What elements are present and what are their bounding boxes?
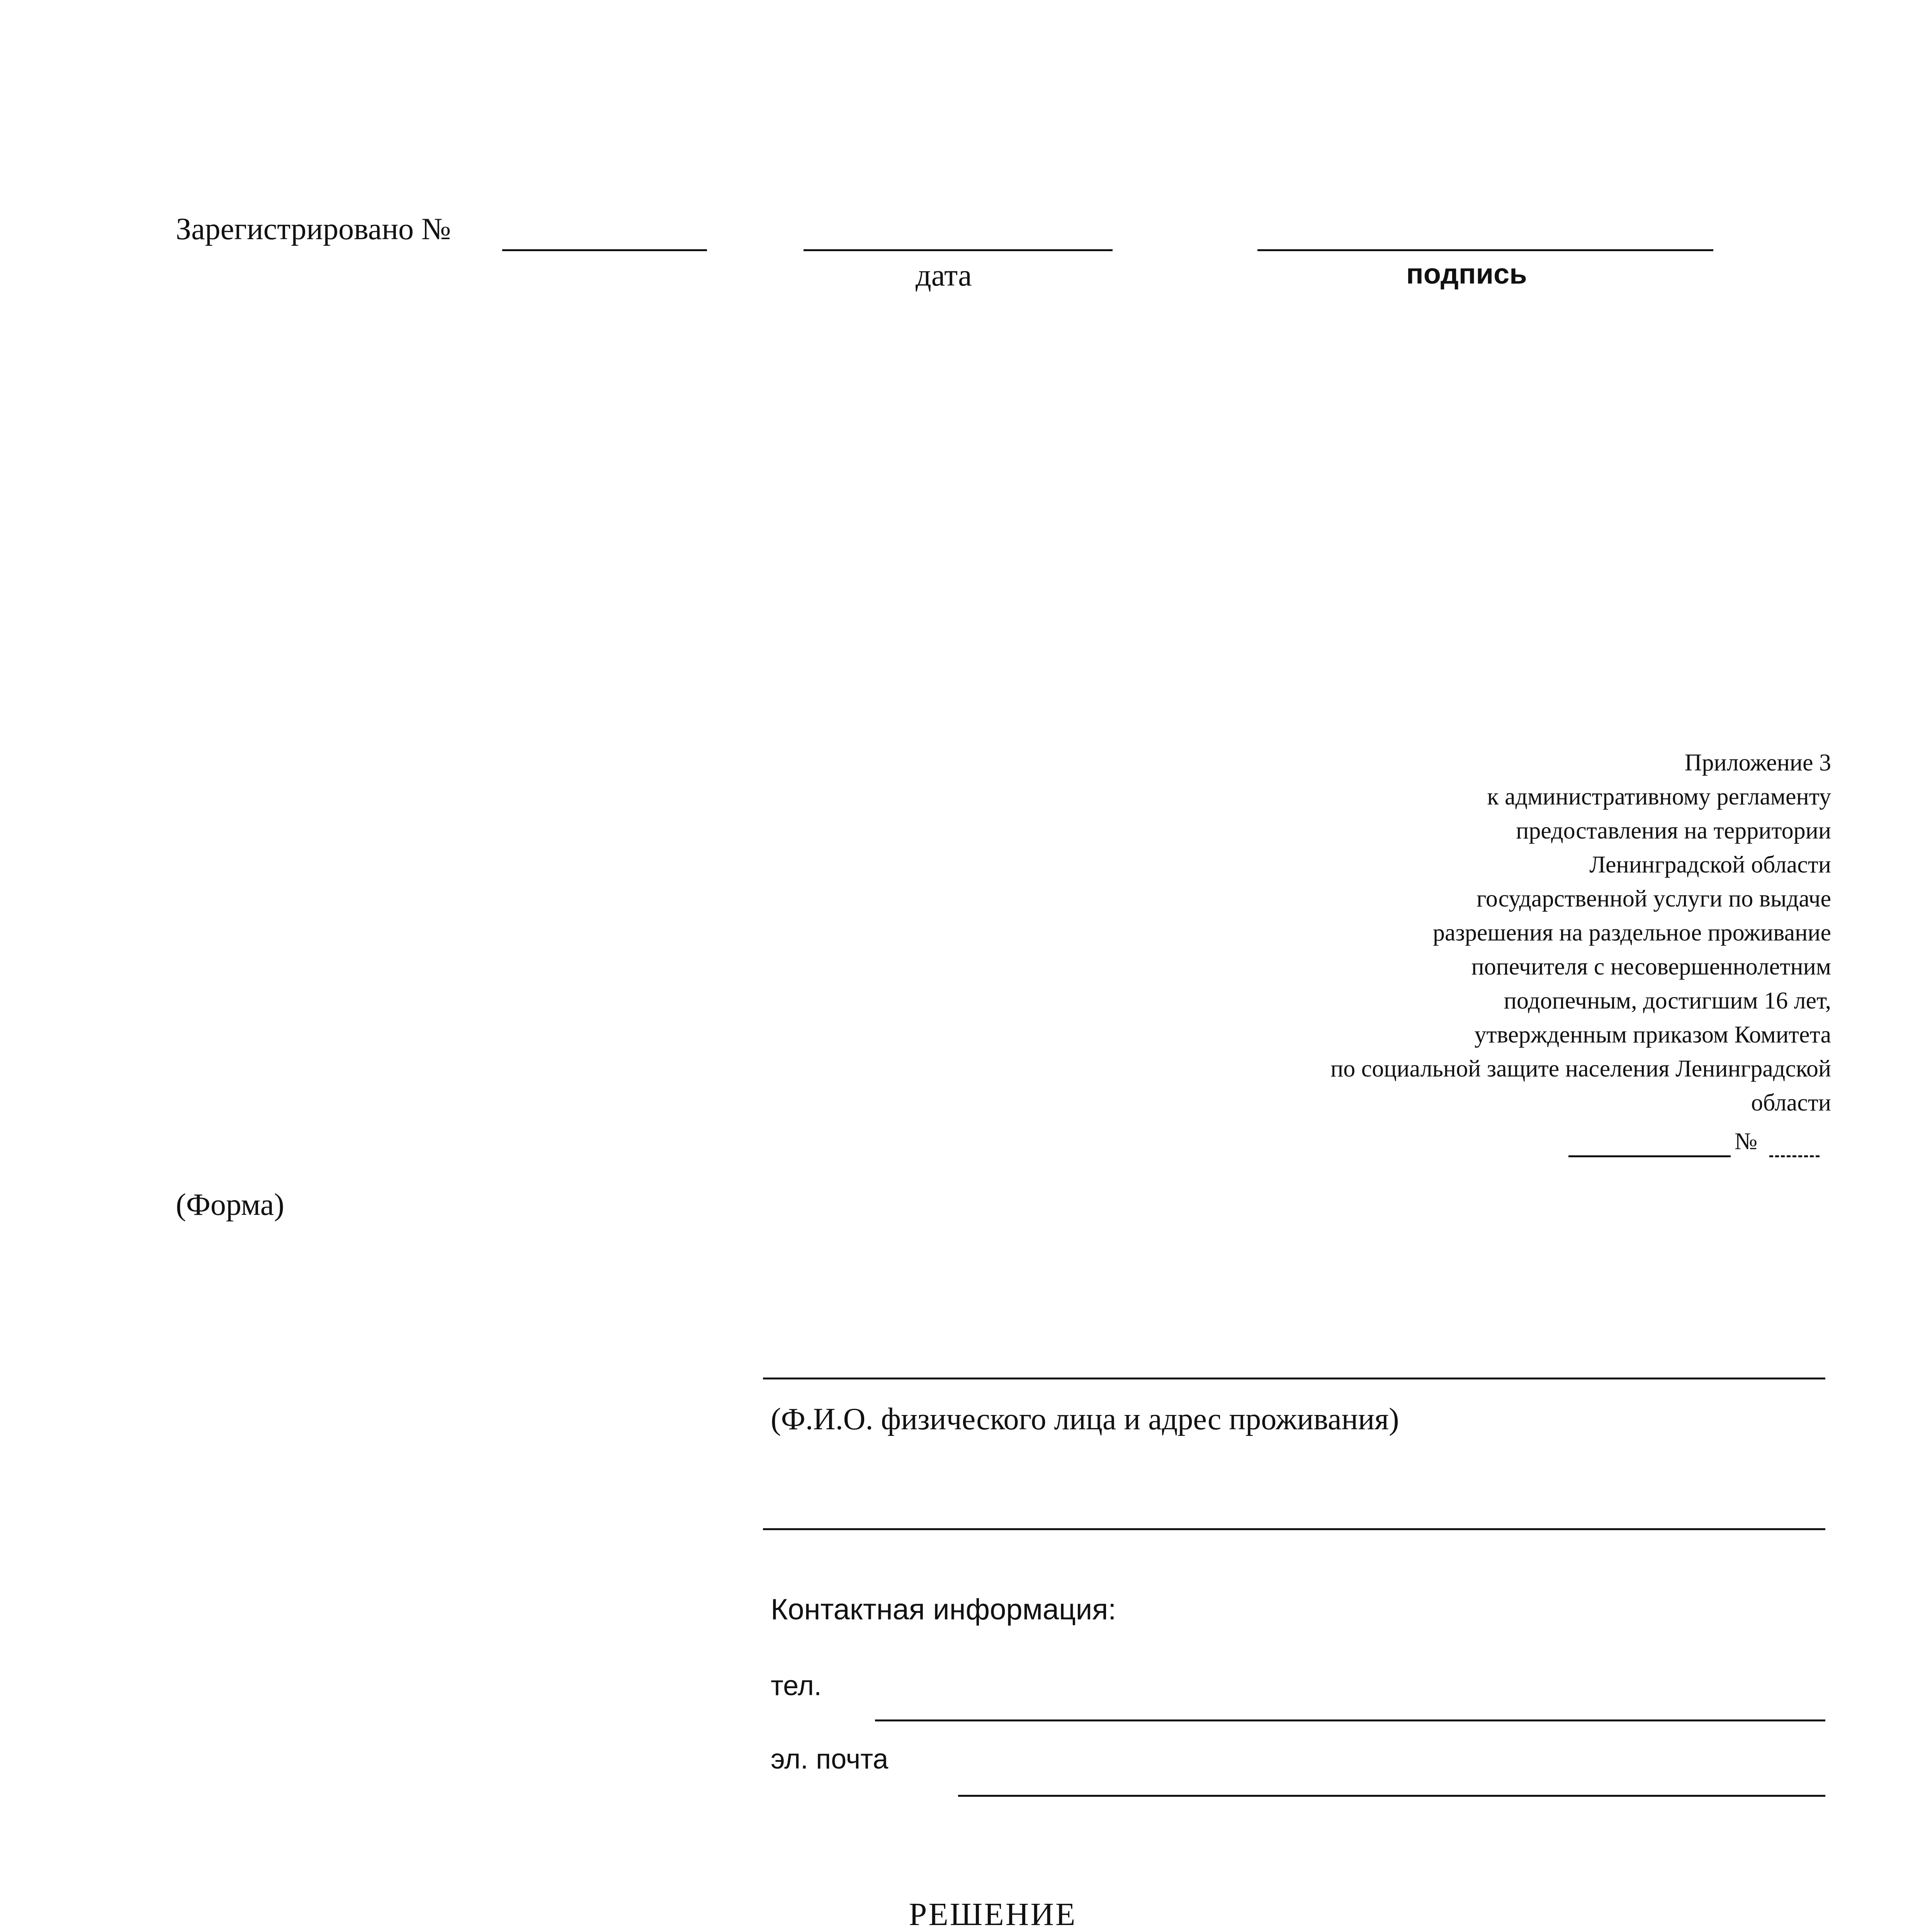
name-address-caption: (Ф.И.О. физического лица и адрес проживания) <box>771 1402 1399 1436</box>
contact-heading: Контактная информация: <box>771 1593 1116 1626</box>
recipient-name-address-field[interactable] <box>763 1378 1825 1379</box>
appendix-line: по социальной защите населения Ленинградской <box>1330 1056 1831 1082</box>
appendix-line: попечителя с несовершеннолетним <box>1471 954 1831 980</box>
signature-caption: подпись <box>1406 258 1527 290</box>
recipient-address-field-2[interactable] <box>763 1528 1825 1530</box>
appendix-block <box>1097 746 1831 1120</box>
decision-title: РЕШЕНИЕ <box>909 1896 1077 1932</box>
appendix-line: государственной услуги по выдаче <box>1476 886 1831 912</box>
email-field[interactable] <box>958 1795 1825 1797</box>
appendix-line: подопечным, достигшим 16 лет, <box>1504 988 1831 1014</box>
registration-date-field[interactable] <box>804 249 1113 251</box>
registration-number-field[interactable] <box>502 249 707 251</box>
form-label: (Форма) <box>176 1188 284 1222</box>
appendix-line: предоставления на территории <box>1516 818 1831 844</box>
appendix-date-field[interactable] <box>1568 1155 1731 1157</box>
appendix-line: к административному регламенту <box>1487 784 1831 810</box>
appendix-number-field[interactable] <box>1769 1155 1820 1157</box>
appendix-line: разрешения на раздельное проживание <box>1433 920 1831 946</box>
email-label: эл. почта <box>771 1744 889 1775</box>
registration-label: Зарегистрировано № <box>176 212 451 246</box>
phone-field[interactable] <box>875 1719 1825 1721</box>
appendix-line: Ленинградской области <box>1589 852 1831 878</box>
decision-heading <box>166 1895 1820 1932</box>
phone-label: тел. <box>771 1670 822 1701</box>
registration-signature-field[interactable] <box>1257 249 1713 251</box>
date-caption: дата <box>916 259 972 293</box>
appendix-line: утвержденным приказом Комитета <box>1474 1022 1831 1048</box>
appendix-line: области <box>1751 1090 1831 1116</box>
appendix-number-sign: № <box>1735 1128 1758 1155</box>
appendix-line: Приложение 3 <box>1684 750 1831 776</box>
